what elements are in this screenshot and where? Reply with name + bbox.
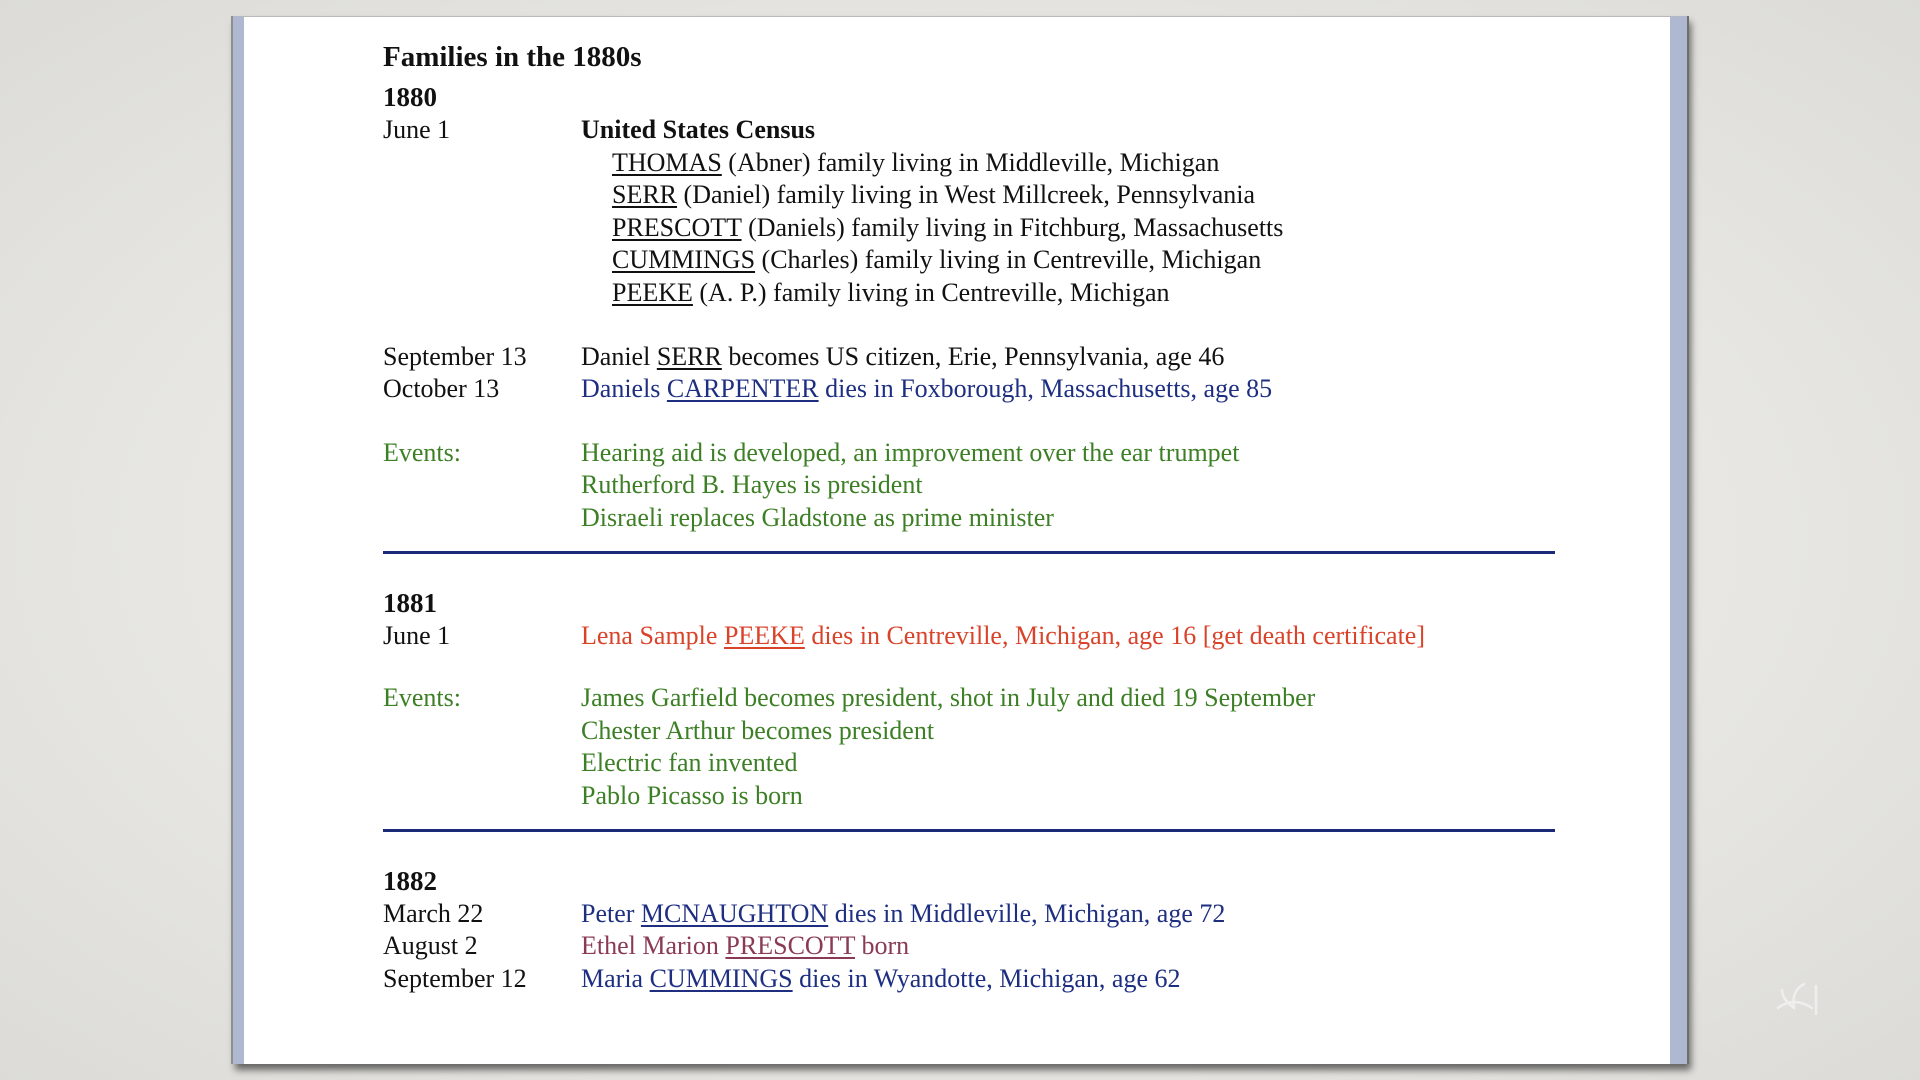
surname-link[interactable]: PRESCOTT xyxy=(612,212,742,242)
entry-text: Daniel xyxy=(581,341,657,371)
year-section-1881 xyxy=(383,587,1558,813)
event-row-death xyxy=(383,620,1558,653)
census-entry xyxy=(383,147,1558,180)
year-heading: 1882 xyxy=(383,865,437,896)
entry-text: dies in Middleville, Michigan, age 72 xyxy=(828,898,1226,928)
events-row xyxy=(383,682,1558,715)
year-heading: 1881 xyxy=(383,587,437,618)
events-row xyxy=(383,747,1558,780)
event-item: Disraeli replaces Gladstone as prime minister xyxy=(581,502,1054,532)
events-row xyxy=(383,715,1558,748)
event-row-death xyxy=(383,373,1558,406)
event-item: Electric fan invented xyxy=(581,748,798,778)
census-entry-text: (Daniel) family living in West Millcreek, Pennsylvania xyxy=(677,180,1255,210)
census-entry xyxy=(383,277,1558,310)
leaf-logo-icon xyxy=(1772,978,1824,1022)
page-title: Families in the 1880s xyxy=(383,41,642,73)
event-row-birth xyxy=(383,930,1558,963)
entry-text: Lena Sample xyxy=(581,620,724,650)
entry-date: March 22 xyxy=(383,898,484,928)
surname-link[interactable]: PEEKE xyxy=(723,620,805,650)
entry-text: dies in Foxborough, Massachusetts, age 85 xyxy=(818,374,1273,404)
event-item: Pablo Picasso is born xyxy=(581,780,803,810)
surname-link[interactable]: CARPENTER xyxy=(666,374,819,404)
event-row-citizenship xyxy=(383,341,1558,374)
events-row xyxy=(383,502,1558,535)
entry-text: Daniels xyxy=(581,374,667,404)
year-heading: 1880 xyxy=(383,82,437,112)
entry-date: September 13 xyxy=(383,341,527,371)
census-entry-text: (Daniels) family living in Fitchburg, Massachusetts xyxy=(741,212,1284,242)
surname-link[interactable]: CUMMINGS xyxy=(612,245,756,275)
entry-text: becomes US citizen, Erie, Pennsylvania, age 46 xyxy=(721,341,1225,371)
census-heading: United States Census xyxy=(581,115,816,144)
census-row xyxy=(383,114,1558,147)
census-entry-text: (A. P.) family living in Centreville, Michigan xyxy=(692,277,1170,307)
events-row xyxy=(383,437,1558,470)
surname-link[interactable]: MCNAUGHTON xyxy=(640,898,829,928)
year-section-1882 xyxy=(383,865,1558,996)
event-row-death xyxy=(383,898,1558,931)
entry-text: dies in Wyandotte, Michigan, age 62 xyxy=(792,963,1181,993)
entry-text: Peter xyxy=(581,898,641,928)
census-entry xyxy=(383,212,1558,245)
event-row-death xyxy=(383,963,1558,996)
event-item: Chester Arthur becomes president xyxy=(581,715,935,745)
document-body xyxy=(383,17,1558,995)
entry-date: August 2 xyxy=(383,931,478,961)
year-section-1880 xyxy=(383,81,1558,535)
document-page xyxy=(232,16,1688,1064)
entry-text: Maria xyxy=(581,963,650,993)
surname-link[interactable]: PEEKE xyxy=(612,277,693,307)
census-entry-text: (Charles) family living in Centreville, Michigan xyxy=(755,245,1262,275)
surname-link[interactable]: THOMAS xyxy=(612,147,722,177)
entry-text: dies in Centreville, Michigan, age 16 [get death certificate] xyxy=(804,620,1425,650)
entry-date: June 1 xyxy=(383,115,451,144)
events-row xyxy=(383,469,1558,502)
surname-link[interactable]: CUMMINGS xyxy=(649,963,793,993)
census-entry xyxy=(383,179,1558,212)
event-item: James Garfield becomes president, shot in July and died 19 September xyxy=(581,683,1316,713)
events-label: Events: xyxy=(383,683,461,713)
surname-link[interactable]: SERR xyxy=(656,341,722,371)
event-item: Rutherford B. Hayes is president xyxy=(581,470,923,500)
census-entry-text: (Abner) family living in Middleville, Michigan xyxy=(721,147,1220,177)
surname-link[interactable]: SERR xyxy=(612,180,678,210)
entry-date: June 1 xyxy=(383,620,451,650)
entry-date: September 12 xyxy=(383,963,527,993)
entry-text: born xyxy=(854,931,910,961)
census-entry xyxy=(383,244,1558,277)
entry-text: Ethel Marion xyxy=(581,931,726,961)
event-item: Hearing aid is developed, an improvement over the ear trumpet xyxy=(581,437,1240,467)
entry-date: October 13 xyxy=(383,374,500,404)
surname-link[interactable]: PRESCOTT xyxy=(725,931,855,961)
events-label: Events: xyxy=(383,437,461,467)
events-row xyxy=(383,780,1558,813)
